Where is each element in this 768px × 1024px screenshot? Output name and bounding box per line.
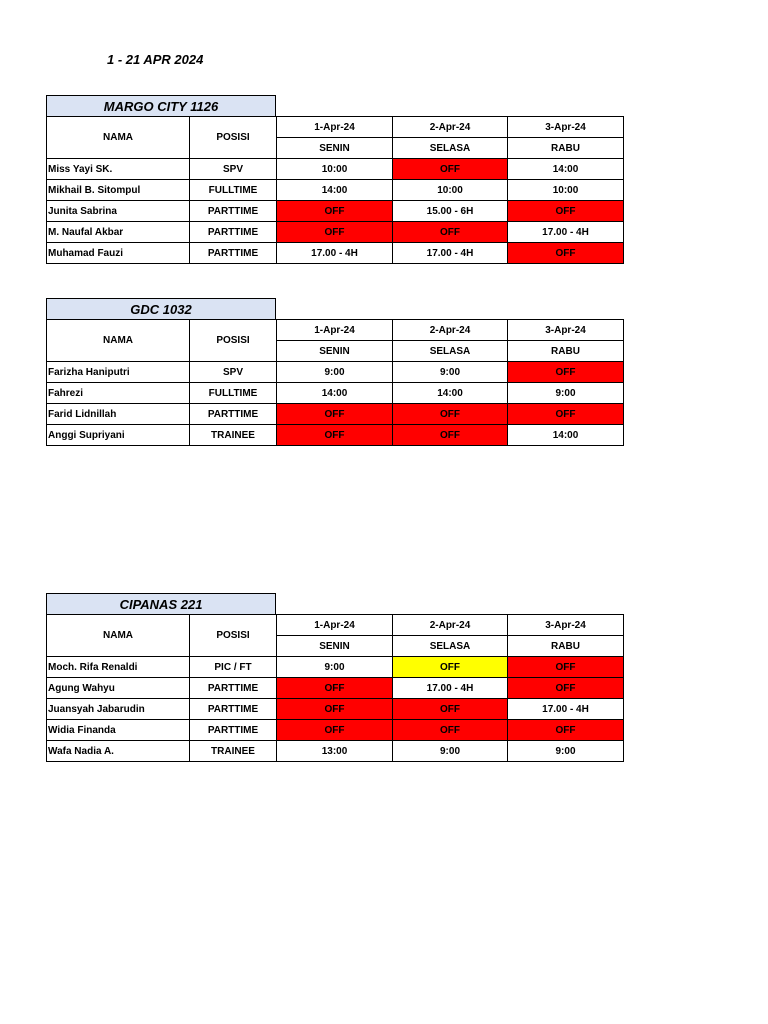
shift-cell-off: OFF (277, 720, 393, 741)
shift-cell-off: OFF (277, 404, 393, 425)
shift-cell-off: OFF (508, 243, 624, 264)
shift-cell-off: OFF (508, 362, 624, 383)
column-header-nama: NAMA (47, 117, 190, 159)
shift-cell: 9:00 (277, 362, 393, 383)
shift-cell: 10:00 (508, 180, 624, 201)
employee-name: Anggi Supriyani (47, 425, 190, 446)
table-row (47, 425, 624, 446)
table-row (47, 362, 624, 383)
table-row (47, 201, 624, 222)
employee-position: PARTTIME (190, 243, 277, 264)
shift-cell: 14:00 (508, 425, 624, 446)
column-header-date: 2-Apr-24 (393, 320, 508, 341)
column-header-day: SELASA (393, 636, 508, 657)
column-header-date: 1-Apr-24 (277, 117, 393, 138)
column-header-date: 3-Apr-24 (508, 117, 624, 138)
column-header-nama: NAMA (47, 320, 190, 362)
shift-cell-off: OFF (277, 699, 393, 720)
employee-name: M. Naufal Akbar (47, 222, 190, 243)
column-header-day: RABU (508, 341, 624, 362)
table-row (47, 383, 624, 404)
employee-name: Junita Sabrina (47, 201, 190, 222)
shift-cell-off: OFF (508, 201, 624, 222)
employee-position: PARTTIME (190, 699, 277, 720)
shift-cell-off: OFF (277, 678, 393, 699)
column-header-date: 1-Apr-24 (277, 320, 393, 341)
employee-name: Mikhail B. Sitompul (47, 180, 190, 201)
employee-position: PARTTIME (190, 201, 277, 222)
store-name: MARGO CITY 1126 (46, 95, 276, 116)
shift-cell: 17.00 - 4H (508, 699, 624, 720)
shift-cell-off: OFF (508, 657, 624, 678)
employee-position: PARTTIME (190, 404, 277, 425)
employee-name: Farizha Haniputri (47, 362, 190, 383)
shift-cell: 10:00 (277, 159, 393, 180)
table-row (47, 720, 624, 741)
store-name: CIPANAS 221 (46, 593, 276, 614)
shift-cell: 9:00 (277, 657, 393, 678)
shift-cell: 9:00 (393, 362, 508, 383)
shift-cell: 14:00 (508, 159, 624, 180)
employee-name: Muhamad Fauzi (47, 243, 190, 264)
column-header-day: SELASA (393, 138, 508, 159)
table-row (47, 699, 624, 720)
column-header-date: 1-Apr-24 (277, 615, 393, 636)
employee-position: TRAINEE (190, 741, 277, 762)
shift-cell: 17.00 - 4H (508, 222, 624, 243)
table-row (47, 180, 624, 201)
shift-cell-off: OFF (393, 657, 508, 678)
column-header-day: SENIN (277, 636, 393, 657)
table-row (47, 678, 624, 699)
employee-position: SPV (190, 362, 277, 383)
shift-cell-off: OFF (508, 720, 624, 741)
shift-cell-off: OFF (508, 404, 624, 425)
schedule-period-title: 1 - 21 APR 2024 (107, 52, 204, 67)
shift-cell: 9:00 (393, 741, 508, 762)
header-row-dates (47, 615, 624, 636)
column-header-day: RABU (508, 636, 624, 657)
shift-cell: 9:00 (508, 383, 624, 404)
employee-name: Wafa Nadia A. (47, 741, 190, 762)
shift-cell-off: OFF (277, 425, 393, 446)
column-header-day: RABU (508, 138, 624, 159)
column-header-date: 3-Apr-24 (508, 320, 624, 341)
shift-cell-off: OFF (508, 678, 624, 699)
column-header-day: SELASA (393, 341, 508, 362)
employee-name: Widia Finanda (47, 720, 190, 741)
shift-cell: 15.00 - 6H (393, 201, 508, 222)
column-header-day: SENIN (277, 341, 393, 362)
shift-cell-off: OFF (277, 222, 393, 243)
header-row-dates (47, 117, 624, 138)
employee-name: Miss Yayi SK. (47, 159, 190, 180)
shift-cell: 14:00 (277, 180, 393, 201)
table-row (47, 657, 624, 678)
employee-position: PARTTIME (190, 222, 277, 243)
table-row (47, 159, 624, 180)
header-row-dates (47, 320, 624, 341)
employee-position: PARTTIME (190, 720, 277, 741)
schedule-table (46, 116, 624, 264)
shift-cell-off: OFF (393, 222, 508, 243)
column-header-date: 2-Apr-24 (393, 615, 508, 636)
column-header-posisi: POSISI (190, 320, 277, 362)
store-schedule-section (46, 298, 623, 446)
column-header-posisi: POSISI (190, 615, 277, 657)
shift-cell-off: OFF (277, 201, 393, 222)
shift-cell: 17.00 - 4H (393, 243, 508, 264)
column-header-day: SENIN (277, 138, 393, 159)
shift-cell-off: OFF (393, 159, 508, 180)
employee-position: PIC / FT (190, 657, 277, 678)
employee-position: FULLTIME (190, 180, 277, 201)
shift-cell-off: OFF (393, 720, 508, 741)
employee-name: Farid Lidnillah (47, 404, 190, 425)
shift-cell: 14:00 (277, 383, 393, 404)
shift-cell: 17.00 - 4H (277, 243, 393, 264)
table-row (47, 404, 624, 425)
table-row (47, 741, 624, 762)
schedule-table (46, 614, 624, 762)
store-name: GDC 1032 (46, 298, 276, 319)
employee-position: SPV (190, 159, 277, 180)
column-header-date: 3-Apr-24 (508, 615, 624, 636)
shift-cell: 14:00 (393, 383, 508, 404)
shift-cell: 9:00 (508, 741, 624, 762)
table-row (47, 243, 624, 264)
employee-name: Moch. Rifa Renaldi (47, 657, 190, 678)
shift-cell: 10:00 (393, 180, 508, 201)
shift-cell: 17.00 - 4H (393, 678, 508, 699)
employee-position: FULLTIME (190, 383, 277, 404)
schedule-table (46, 319, 624, 446)
shift-cell-off: OFF (393, 699, 508, 720)
employee-position: TRAINEE (190, 425, 277, 446)
store-schedule-section (46, 593, 623, 762)
shift-cell-off: OFF (393, 425, 508, 446)
column-header-date: 2-Apr-24 (393, 117, 508, 138)
employee-name: Fahrezi (47, 383, 190, 404)
column-header-nama: NAMA (47, 615, 190, 657)
column-header-posisi: POSISI (190, 117, 277, 159)
shift-cell: 13:00 (277, 741, 393, 762)
store-schedule-section (46, 95, 623, 264)
shift-cell-off: OFF (393, 404, 508, 425)
employee-name: Juansyah Jabarudin (47, 699, 190, 720)
employee-position: PARTTIME (190, 678, 277, 699)
employee-name: Agung Wahyu (47, 678, 190, 699)
table-row (47, 222, 624, 243)
